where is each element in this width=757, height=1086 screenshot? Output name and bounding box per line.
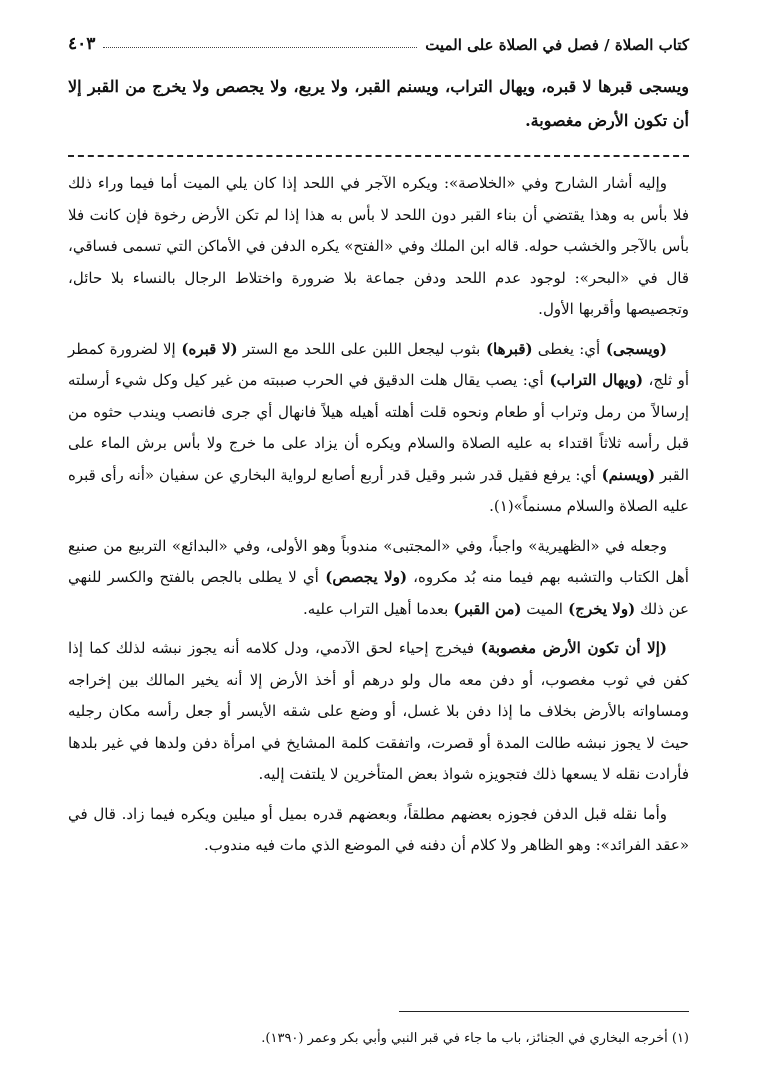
commentary-run: وجعله في «الظهيرية» واجباً، وفي «المجتبى» مندوباً وهو الأولى، وفي «البدائع» التربيع من صنيع أهل الكتاب والتشبه بهم فيما منه بُد مكروه، [68, 536, 689, 586]
commentary-run: أي لا يطلى بالجص بالفتح والكسر للنهي عن ذلك [68, 568, 689, 618]
commentary-run: أي: يصب يقال هلت الدقيق في الحرب صببته من غير كيل وكل شيء أرسلته إرسالاً من رمل وتراب أو طعام ونحوه قلت أهلته أهيله هيلاً فانهال أي جرى فانصب ويندب حثوه من قبل رأسه ثلاثاً اقتداء به عليه الصلاة والسلام ويكره أن يزاد على ما خرج ولا بأس برش الماء على القبر [68, 371, 689, 484]
commentary-run: أي: يرفع فقيل قدر شبر وقيل قدر أربع أصابع لرواية البخاري عن سفيان «أنه رأى قبره عليه الصلاة والسلام مسنماً»(١). [68, 465, 689, 515]
header-dotted-leader [103, 47, 417, 48]
commentary [68, 168, 689, 870]
lemma-quote: (ويهال التراب) [543, 371, 644, 389]
commentary-run: أي: يغطى [532, 339, 601, 358]
commentary-paragraph-4 [68, 633, 689, 791]
lemma-quote: (قبرها) [480, 339, 533, 358]
lemma-quote: (ويسجى) [600, 339, 668, 358]
commentary-paragraph-5: وأما نقله قبل الدفن فجوزه بعضهم مطلقاً، وبعضهم قدره بميل أو ميلين ويكره فيما زاد. قال في «عقد الفرائد»: وهو الظاهر ولا كلام أن دفنه في الموضع الذي مات فيه مندوب. [68, 804, 689, 854]
lemma-quote: (ولا يجصص) [318, 568, 408, 586]
dashed-separator [68, 155, 689, 157]
footnote: (١) أخرجه البخاري في الجنائز، باب ما جاء في قبر النبي وأبي بكر وعمر (١٣٩٠). [261, 1031, 689, 1046]
running-header [68, 30, 689, 54]
lemma-quote: (ويسنم) [596, 465, 656, 484]
lemma-quote: (لا قبره) [175, 339, 238, 358]
commentary-run: الميت [521, 599, 563, 618]
commentary-run: إلا لضرورة كمطر أو ثلج، [68, 339, 689, 389]
commentary-paragraph-2 [68, 334, 689, 523]
matn-text: ويسجى قبرها لا قبره، ويهال التراب، ويسنم القبر، ولا يربع، ولا يجصص ولا يخرج من القبر إلا أن تكون الأرض مغصوبة. [68, 77, 689, 130]
commentary-run: بعدما أهيل التراب عليه. [303, 599, 449, 618]
lemma-quote: (إلا أن تكون الأرض مغصوبة) [474, 639, 667, 657]
commentary-paragraph-1: وإليه أشار الشارح وفي «الخلاصة»: ويكره الآجر في اللحد إذا كان يلي الميت أما فيما وراء ذلك فلا بأس به وهذا يقتضي أن بناء القبر دون اللحد لا بأس به هذا إذا لم تكن الأرض رخوة فإن كانت فلا بأس بالآجر والخشب حوله. قاله ابن الملك وفي «الفتح» يكره الدفن في الأماكن التي تسمى فساقي، قال في «البحر»: لوجود عدم اللحد ودفن جماعة بلا ضرورة واختلاط الرجال بالنساء بلا حائل، وتجصيصها وأقربها الأول. [68, 174, 689, 318]
lemma-quote: (من القبر) [448, 599, 522, 618]
running-title: كتاب الصلاة / فصل في الصلاة على الميت [425, 36, 689, 54]
footnote-rule [399, 1011, 689, 1012]
page-number: ٤٠٣ [68, 34, 96, 54]
commentary-paragraph-3 [68, 531, 689, 626]
commentary-run: بثوب ليجعل اللبن على اللحد مع الستر [237, 339, 481, 358]
lemma-quote: (ولا يخرج) [562, 599, 636, 618]
commentary-run: فيخرج إحياء لحق الآدمي، ودل كلامه أنه يجوز نبشه لذلك كما إذا كفن في ثوب مغصوب، أو دفن معه مال ولو درهم أو أخذ الأرض إلا أنه يخير المالك بين إخراجه ومساواته بالأرض بخلاف ما إذا دفن بلا غسل، أو وضع على شقه الأيسر أو جعل رأسه مكان رجليه حيث لا يجوز نبشه طالت المدة أو قصرت، واتفقت كلمة المشايخ في امرأة دفن ولدها في غير بلدها فأرادت نقله لا يسعها ذلك فتجويزه شواذ بعض المتأخرين لا يلتفت إليه. [68, 639, 689, 783]
